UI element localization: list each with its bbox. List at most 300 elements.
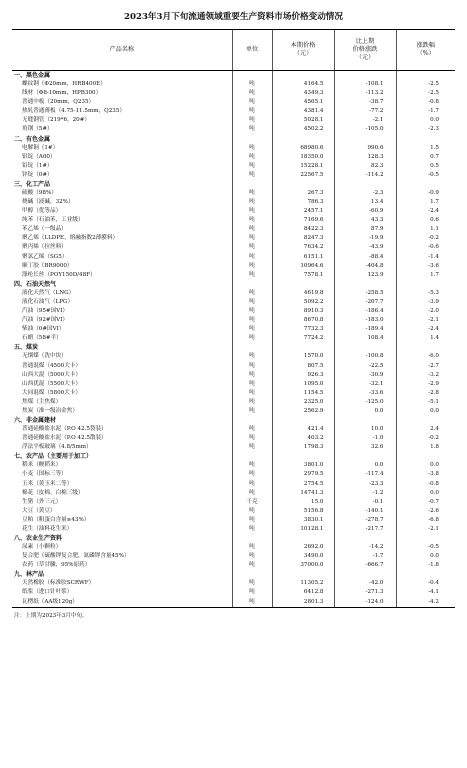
- change-cell: -217.7: [334, 525, 396, 534]
- footnote: 注：上期为2023年3月中旬。: [14, 612, 88, 619]
- unit-cell: 吨: [232, 398, 272, 407]
- price-cell: 7724.2: [272, 334, 334, 343]
- product-name-cell: 烧碱（液碱，32%）: [22, 199, 74, 206]
- product-name-cell: 农药（草甘膦，95%原药）: [22, 562, 91, 569]
- category-row: [12, 452, 455, 461]
- unit-cell: 吨: [232, 588, 272, 597]
- unit-cell: 吨: [232, 216, 272, 225]
- change-cell: -124.0: [334, 598, 396, 608]
- change-cell: -19.9: [334, 234, 396, 243]
- category-row: [12, 280, 455, 289]
- product-name-cell: 普通中板（20mm，Q235）: [22, 99, 95, 106]
- unit-cell: 吨: [232, 407, 272, 416]
- percent-cell: [396, 135, 455, 144]
- product-name-cell: 柴油（0#国VI）: [22, 326, 65, 333]
- table-row: [12, 125, 455, 134]
- product-name-cell: 涤纶长丝（POY150D/48F）: [22, 271, 96, 278]
- product-name-cell: 大豆（黄豆）: [22, 507, 56, 514]
- category-row: [12, 343, 455, 352]
- table-row: [12, 579, 455, 588]
- change-cell: -278.7: [334, 516, 396, 525]
- price-cell: [272, 343, 334, 352]
- table-row: [12, 316, 455, 325]
- percent-cell: 0.0: [396, 461, 455, 470]
- percent-cell: 1.4: [396, 334, 455, 343]
- product-name-cell: 稻米（粳稻米）: [22, 462, 62, 469]
- change-cell: [334, 71, 396, 81]
- percent-cell: -2.8: [396, 389, 455, 398]
- price-cell: 7169.6: [272, 216, 334, 225]
- header-unit: 单位: [232, 30, 272, 71]
- price-cell: 7578.1: [272, 271, 334, 280]
- product-name-cell: 螺纹钢（Φ20mm，HRB400E）: [22, 81, 106, 88]
- percent-cell: -5.1: [396, 398, 455, 407]
- category-row: [12, 534, 455, 543]
- table-row: [12, 525, 455, 534]
- unit-cell: [232, 71, 272, 81]
- unit-cell: 吨: [232, 325, 272, 334]
- product-name-cell: 复合肥（硫酸钾复合肥，氮磷钾含量45%）: [22, 553, 130, 560]
- percent-cell: [396, 180, 455, 189]
- price-cell: 15.0: [272, 498, 334, 507]
- table-row: [12, 380, 455, 389]
- table-row: [12, 389, 455, 398]
- unit-cell: 吨: [232, 298, 272, 307]
- change-cell: -42.0: [334, 579, 396, 588]
- change-cell: -666.7: [334, 561, 396, 570]
- unit-cell: 吨: [232, 362, 272, 371]
- percent-cell: -1.4: [396, 253, 455, 262]
- percent-cell: -0.2: [396, 234, 455, 243]
- table-row: [12, 334, 455, 343]
- percent-cell: -5.3: [396, 289, 455, 298]
- table-row: [12, 189, 455, 198]
- table-row: [12, 325, 455, 334]
- header-change: [334, 30, 396, 71]
- table-row: [12, 516, 455, 525]
- category-name-cell: 一、黑色金属: [14, 72, 51, 79]
- header-change-line: 价格涨跌: [352, 46, 378, 53]
- unit-cell: 吨: [232, 380, 272, 389]
- change-cell: -113.2: [334, 89, 396, 98]
- table-row: [12, 398, 455, 407]
- table-row: [12, 552, 455, 561]
- product-name-cell: 电解铜（1#）: [22, 144, 59, 151]
- price-cell: 4164.5: [272, 80, 334, 89]
- table-row: [12, 588, 455, 597]
- table-row: [12, 271, 455, 280]
- percent-cell: [396, 416, 455, 425]
- product-name-cell: 纸浆（进口针叶浆）: [22, 589, 73, 596]
- price-cell: [272, 534, 334, 543]
- table-row: [12, 171, 455, 180]
- table-row: [12, 598, 455, 608]
- price-cell: 1570.0: [272, 352, 334, 361]
- price-cell: 10964.6: [272, 262, 334, 271]
- price-cell: 267.3: [272, 189, 334, 198]
- price-cell: 7634.2: [272, 243, 334, 252]
- product-name-cell: 纯苯（石油苯，工业级）: [22, 217, 84, 224]
- product-name-cell: 山西优混（5500大卡）: [22, 380, 81, 387]
- price-cell: 807.5: [272, 362, 334, 371]
- price-cell: 4565.1: [272, 98, 334, 107]
- change-cell: [334, 534, 396, 543]
- change-cell: 10.0: [334, 425, 396, 434]
- product-name-cell: 小麦（国标三等）: [22, 471, 67, 478]
- percent-cell: -6.0: [396, 352, 455, 361]
- unit-cell: 吨: [232, 507, 272, 516]
- percent-cell: [396, 280, 455, 289]
- price-cell: 1798.3: [272, 443, 334, 452]
- header-percent-line: 涨跌幅: [416, 42, 436, 49]
- change-cell: -100.8: [334, 352, 396, 361]
- product-name-cell: 角钢（5#）: [22, 126, 53, 133]
- percent-cell: -2.1: [396, 316, 455, 325]
- change-cell: -114.2: [334, 171, 396, 180]
- price-cell: 10128.1: [272, 525, 334, 534]
- change-cell: 43.3: [334, 216, 396, 225]
- table-header-row: [12, 30, 455, 71]
- percent-cell: -2.5: [396, 89, 455, 98]
- table-row: [12, 307, 455, 316]
- table-row: [12, 80, 455, 89]
- product-name-cell: 浮法平板玻璃（4.8/5mm）: [22, 444, 92, 451]
- price-cell: 5092.2: [272, 298, 334, 307]
- price-cell: 6412.8: [272, 588, 334, 597]
- unit-cell: 吨: [232, 116, 272, 125]
- price-cell: 22567.5: [272, 171, 334, 180]
- price-cell: 421.4: [272, 425, 334, 434]
- price-cell: 8422.3: [272, 225, 334, 234]
- price-cell: 403.2: [272, 434, 334, 443]
- change-cell: -117.4: [334, 470, 396, 479]
- change-cell: -2.1: [334, 116, 396, 125]
- change-cell: 990.6: [334, 144, 396, 153]
- change-cell: 0.0: [334, 461, 396, 470]
- table-row: [12, 443, 455, 452]
- percent-cell: -0.9: [396, 189, 455, 198]
- table-row: [12, 144, 455, 153]
- change-cell: [334, 343, 396, 352]
- change-cell: -108.1: [334, 80, 396, 89]
- category-row: [12, 570, 455, 579]
- header-change-line: 比上期: [355, 38, 375, 45]
- change-cell: [334, 452, 396, 461]
- category-name-cell: 二、有色金属: [14, 135, 51, 143]
- change-cell: -140.1: [334, 507, 396, 516]
- product-name-cell: 山西大混（5000大卡）: [22, 371, 81, 378]
- table-row: [12, 352, 455, 361]
- product-name-cell: 石蜡（58#半）: [22, 335, 62, 342]
- price-cell: 8910.3: [272, 307, 334, 316]
- unit-cell: 吨: [232, 125, 272, 134]
- percent-cell: [396, 343, 455, 352]
- price-cell: 3490.0: [272, 552, 334, 561]
- percent-cell: -0.5: [396, 543, 455, 552]
- unit-cell: 吨: [232, 153, 272, 162]
- change-cell: -43.9: [334, 243, 396, 252]
- change-cell: 123.9: [334, 271, 396, 280]
- price-cell: [272, 180, 334, 189]
- product-name-cell: 豆粕（粗蛋白含量≥43%）: [22, 516, 90, 523]
- product-name-cell: 锌锭（0#）: [22, 171, 53, 178]
- unit-cell: [232, 534, 272, 543]
- table-row: [12, 561, 455, 570]
- unit-cell: 吨: [232, 207, 272, 216]
- table-row: [12, 543, 455, 552]
- unit-cell: 吨: [232, 561, 272, 570]
- percent-cell: -1.7: [396, 107, 455, 116]
- table-row: [12, 162, 455, 171]
- change-cell: -404.8: [334, 262, 396, 271]
- change-cell: -88.4: [334, 253, 396, 262]
- unit-cell: 吨: [232, 271, 272, 280]
- change-cell: 0.0: [334, 407, 396, 416]
- category-name-cell: 六、非金属建材: [14, 416, 57, 424]
- unit-cell: 吨: [232, 389, 272, 398]
- change-cell: -183.0: [334, 316, 396, 325]
- category-row: [12, 135, 455, 144]
- percent-cell: 1.8: [396, 443, 455, 452]
- change-cell: 108.4: [334, 334, 396, 343]
- percent-cell: -0.6: [396, 243, 455, 252]
- product-name-cell: 天然橡胶（标准胶SCRWF）: [22, 580, 95, 587]
- change-cell: -258.5: [334, 289, 396, 298]
- price-cell: 14741.3: [272, 489, 334, 498]
- price-cell: 2979.5: [272, 470, 334, 479]
- product-name-cell: 聚丙烯（拉丝料）: [22, 244, 67, 251]
- unit-cell: 吨: [232, 198, 272, 207]
- product-name-cell: 无缝钢管（219*6，20#）: [22, 117, 90, 124]
- change-cell: -0.1: [334, 498, 396, 507]
- table-row: [12, 434, 455, 443]
- product-name-cell: 硫酸（98%）: [22, 190, 57, 197]
- unit-cell: 吨: [232, 225, 272, 234]
- unit-cell: 吨: [232, 480, 272, 489]
- percent-cell: 1.5: [396, 144, 455, 153]
- change-cell: -186.4: [334, 307, 396, 316]
- table-row: [12, 98, 455, 107]
- change-cell: -207.7: [334, 298, 396, 307]
- unit-cell: 吨: [232, 89, 272, 98]
- change-cell: -38.7: [334, 98, 396, 107]
- table-row: [12, 507, 455, 516]
- percent-cell: [396, 452, 455, 461]
- unit-cell: 吨: [232, 579, 272, 588]
- unit-cell: 吨: [232, 80, 272, 89]
- price-cell: 8670.8: [272, 316, 334, 325]
- table-row: [12, 107, 455, 116]
- change-cell: -33.6: [334, 389, 396, 398]
- unit-cell: [232, 280, 272, 289]
- percent-cell: 0.6: [396, 216, 455, 225]
- product-name-cell: 焦炭（准一级冶金焦）: [22, 407, 78, 414]
- unit-cell: 吨: [232, 243, 272, 252]
- unit-cell: 吨: [232, 543, 272, 552]
- percent-cell: -3.6: [396, 262, 455, 271]
- price-cell: [272, 135, 334, 144]
- change-cell: -125.0: [334, 398, 396, 407]
- percent-cell: -3.9: [396, 298, 455, 307]
- percent-cell: -0.2: [396, 434, 455, 443]
- price-cell: 2325.0: [272, 398, 334, 407]
- change-cell: -30.9: [334, 371, 396, 380]
- unit-cell: 吨: [232, 171, 272, 180]
- price-cell: 5028.1: [272, 116, 334, 125]
- percent-cell: -0.5: [396, 171, 455, 180]
- unit-cell: 吨: [232, 144, 272, 153]
- price-cell: 8247.3: [272, 234, 334, 243]
- price-cell: 6151.1: [272, 253, 334, 262]
- unit-cell: 吨: [232, 443, 272, 452]
- percent-cell: [396, 534, 455, 543]
- unit-cell: 吨: [232, 525, 272, 534]
- product-name-cell: 焦煤（主焦煤）: [22, 398, 62, 405]
- percent-cell: -1.8: [396, 561, 455, 570]
- unit-cell: 千克: [232, 498, 272, 507]
- product-name-cell: 瓦楞纸（AA级120g）: [12, 598, 232, 608]
- percent-cell: 2.4: [396, 425, 455, 434]
- price-table: [12, 29, 455, 608]
- product-name-cell: 无烟煤（洗中块）: [22, 353, 67, 360]
- percent-cell: -2.3: [396, 125, 455, 134]
- percent-cell: -0.4: [396, 579, 455, 588]
- category-name-cell: 五、煤炭: [14, 344, 39, 352]
- change-cell: -77.2: [334, 107, 396, 116]
- change-cell: [334, 280, 396, 289]
- change-cell: -1.2: [334, 489, 396, 498]
- change-cell: 87.9: [334, 225, 396, 234]
- price-cell: 5156.8: [272, 507, 334, 516]
- unit-cell: 吨: [232, 470, 272, 479]
- price-cell: 2754.5: [272, 480, 334, 489]
- percent-cell: [396, 570, 455, 579]
- price-cell: 4619.8: [272, 289, 334, 298]
- change-cell: [334, 180, 396, 189]
- table-row: [12, 253, 455, 262]
- change-cell: [334, 135, 396, 144]
- price-cell: 2457.1: [272, 207, 334, 216]
- product-name-cell: 普通硅酸盐水泥（P.O 42.5散装）: [22, 435, 107, 442]
- price-cell: 68980.6: [272, 144, 334, 153]
- percent-cell: 1.7: [396, 198, 455, 207]
- percent-cell: -2.1: [396, 525, 455, 534]
- table-row: [12, 207, 455, 216]
- table-row: [12, 234, 455, 243]
- change-cell: -189.4: [334, 325, 396, 334]
- price-cell: [272, 570, 334, 579]
- table-row: [12, 298, 455, 307]
- change-cell: [334, 570, 396, 579]
- unit-cell: 吨: [232, 598, 272, 608]
- unit-cell: 吨: [232, 162, 272, 171]
- product-name-cell: 聚乙烯（LLDPE，熔融指数2薄膜料）: [22, 235, 119, 242]
- unit-cell: [232, 180, 272, 189]
- header-price-line: 本期价格: [290, 42, 316, 49]
- percent-cell: 0.0: [396, 407, 455, 416]
- change-cell: 13.4: [334, 198, 396, 207]
- change-cell: [334, 416, 396, 425]
- product-name-cell: 液化石油气（LPG）: [22, 298, 74, 305]
- product-name-cell: 汽油（92#国VI）: [22, 317, 69, 324]
- percent-cell: 1.7: [396, 271, 455, 280]
- percent-cell: -2.4: [396, 207, 455, 216]
- product-name-cell: 玉米（黄玉米二等）: [22, 480, 73, 487]
- change-cell: -2.3: [334, 189, 396, 198]
- price-cell: 1095.0: [272, 380, 334, 389]
- product-name-cell: 线材（Φ8-10mm，HPB300）: [22, 90, 102, 97]
- percent-cell: -2.6: [396, 507, 455, 516]
- table-row: [12, 362, 455, 371]
- price-cell: 2801.3: [272, 598, 334, 608]
- product-name-cell: 棉花（皮棉，白棉三级）: [22, 489, 84, 496]
- header-percent: [396, 30, 455, 71]
- header-change-line: （元）: [355, 54, 375, 61]
- percent-cell: -2.5: [396, 80, 455, 89]
- product-name-cell: 普通硅酸盐水泥（P.O 42.5袋装）: [22, 426, 107, 433]
- percent-cell: 0.7: [396, 153, 455, 162]
- product-name-cell: 汽油（95#国VI）: [22, 308, 69, 315]
- price-cell: 11305.2: [272, 579, 334, 588]
- unit-cell: 吨: [232, 425, 272, 434]
- unit-cell: 吨: [232, 307, 272, 316]
- table-row: [12, 262, 455, 271]
- percent-cell: -2.9: [396, 380, 455, 389]
- change-cell: -105.0: [334, 125, 396, 134]
- unit-cell: 吨: [232, 371, 272, 380]
- table-row: [12, 89, 455, 98]
- percent-cell: -2.7: [396, 362, 455, 371]
- header-percent-line: （%）: [416, 50, 435, 57]
- change-cell: -23.3: [334, 480, 396, 489]
- table-row: [12, 461, 455, 470]
- unit-cell: 吨: [232, 334, 272, 343]
- unit-cell: 吨: [232, 352, 272, 361]
- price-cell: 3830.1: [272, 516, 334, 525]
- table-row: [12, 498, 455, 507]
- unit-cell: 吨: [232, 189, 272, 198]
- unit-cell: 吨: [232, 552, 272, 561]
- percent-cell: -2.0: [396, 307, 455, 316]
- change-cell: 128.3: [334, 153, 396, 162]
- price-cell: 3801.0: [272, 461, 334, 470]
- table-row: [12, 216, 455, 225]
- product-name-cell: 甲醇（优等品）: [22, 208, 62, 215]
- unit-cell: [232, 416, 272, 425]
- product-name-cell: 顺丁胶（BR9000）: [22, 262, 73, 269]
- price-cell: 2562.9: [272, 407, 334, 416]
- percent-cell: 1.1: [396, 225, 455, 234]
- category-name-cell: 八、农业生产资料: [14, 534, 63, 542]
- table-row: [12, 470, 455, 479]
- product-name-cell: 尿素（小颗粒）: [22, 544, 62, 551]
- change-cell: -60.9: [334, 207, 396, 216]
- price-cell: [272, 280, 334, 289]
- percent-cell: 0.0: [396, 116, 455, 125]
- header-product-name: 产品名称: [12, 30, 232, 71]
- product-name-cell: 铅锭（1#）: [22, 162, 53, 169]
- unit-cell: 吨: [232, 516, 272, 525]
- unit-cell: 吨: [232, 489, 272, 498]
- unit-cell: [232, 343, 272, 352]
- unit-cell: 吨: [232, 316, 272, 325]
- percent-cell: -0.7: [396, 498, 455, 507]
- price-cell: 15228.1: [272, 162, 334, 171]
- percent-cell: -2.4: [396, 325, 455, 334]
- price-cell: [272, 416, 334, 425]
- change-cell: -1.0: [334, 434, 396, 443]
- price-cell: 1154.5: [272, 389, 334, 398]
